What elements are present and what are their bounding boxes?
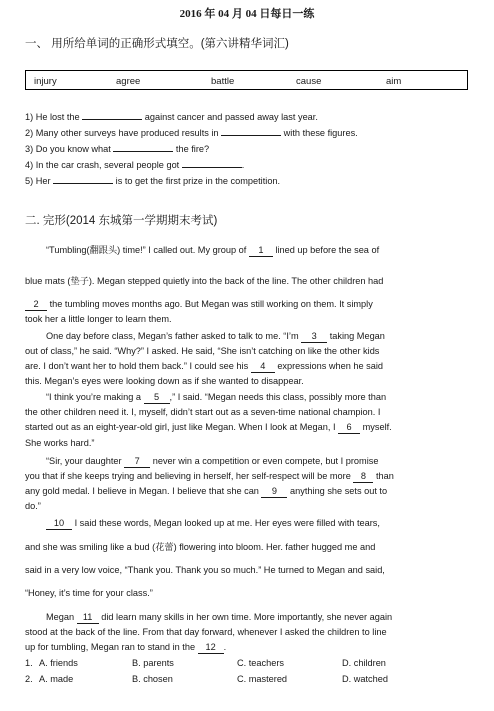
blank-number[interactable]: 11: [77, 612, 99, 624]
blank-number[interactable]: 1: [249, 245, 273, 257]
passage-line: [46, 392, 386, 404]
passage-line: said in a very low voice, “Thank you. Thank you so much.” He turned to Megan and said,: [25, 565, 385, 575]
passage-text: taking Megan: [329, 331, 385, 341]
option-number: 2.: [25, 674, 33, 684]
question-5: [25, 175, 280, 187]
passage-text: started out as an eight-year-old girl, just like Megan. When I look at Megan, I: [25, 422, 336, 432]
question-text: 2) Many other surveys have produced results in: [25, 128, 219, 138]
passage-text: are. I don’t want her to hold them back.” I could see his: [25, 361, 249, 371]
blank-number[interactable]: 2: [25, 299, 47, 311]
question-4: [25, 159, 244, 171]
passage-text: any gold medal. I believe in Megan. I believe that she can: [25, 486, 259, 496]
passage-text: anything she sets out to: [290, 486, 388, 496]
passage-line: [46, 518, 380, 530]
word-bank-item: aim: [386, 76, 402, 87]
passage-text: myself.: [362, 422, 392, 432]
passage-text: I said these words, Megan looked up at me. Her eyes were filled with tears,: [74, 518, 380, 528]
question-text: 1) He lost the: [25, 112, 80, 122]
passage-text: than: [375, 471, 394, 481]
blank-number[interactable]: 3: [301, 331, 327, 343]
passage-line: do.”: [25, 501, 41, 511]
passage-text: lined up before the sea of: [275, 245, 380, 255]
passage-line: [25, 471, 394, 483]
passage-line: [46, 245, 379, 257]
option-d[interactable]: D. children: [342, 658, 386, 668]
passage-line: blue mats (垫子). Megan stepped quietly into the back of the line. The other children had: [25, 276, 384, 286]
option-c[interactable]: C. mastered: [237, 674, 288, 684]
passage-text: “I think you’re making a: [46, 392, 141, 402]
question-text: .: [241, 160, 245, 170]
question-text: against cancer and passed away last year.: [144, 112, 318, 122]
blank-number[interactable]: 9: [261, 486, 287, 498]
blank-number[interactable]: 5: [144, 392, 170, 404]
blank-number[interactable]: 8: [353, 471, 373, 483]
passage-text: “Sir, your daughter: [46, 456, 122, 466]
question-1: [25, 111, 318, 123]
option-b[interactable]: B. chosen: [132, 674, 173, 684]
word-bank-item: agree: [116, 76, 141, 87]
section1-heading: 一、 用所给单词的正确形式填空。(第六讲精华词汇): [25, 38, 289, 50]
answer-blank[interactable]: [113, 143, 173, 152]
passage-line: [25, 422, 392, 434]
passage-text: ,” I said. “Megan needs this class, possibly more than: [169, 392, 387, 402]
word-bank-item: cause: [296, 76, 322, 87]
word-bank-item: injury: [34, 76, 57, 87]
passage-text: “Tumbling(翻跟头) time!” I called out. My group of: [46, 245, 247, 255]
passage-line: stood at the back of the line. From that day forward, whenever I asked the children to line: [25, 627, 387, 637]
answer-blank[interactable]: [221, 127, 281, 136]
passage-line: took her a little longer to learn them.: [25, 314, 172, 324]
passage-text: Megan: [46, 612, 75, 622]
passage-text: did learn many skills in her own time. More importantly, she never again: [101, 612, 393, 622]
passage-line: [25, 642, 226, 654]
option-c[interactable]: C. teachers: [237, 658, 284, 668]
option-a[interactable]: A. friends: [39, 658, 78, 668]
question-text: with these figures.: [283, 128, 358, 138]
passage-text: you that if she keeps trying and believing in herself, her self-respect will be more: [25, 471, 351, 481]
option-d[interactable]: D. watched: [342, 674, 388, 684]
passage-text: the tumbling moves months ago. But Megan was still working on them. It simply: [49, 299, 373, 309]
question-text: 4) In the car crash, several people got: [25, 160, 180, 170]
passage-line: the other children need it. I, myself, didn’t start out as a seven-time national champion. I: [25, 407, 381, 417]
passage-line: [25, 486, 387, 498]
blank-number[interactable]: 7: [124, 456, 150, 468]
question-text: the fire?: [175, 144, 210, 154]
blank-number[interactable]: 4: [251, 361, 275, 373]
blank-number[interactable]: 10: [46, 518, 72, 530]
page-title: 2016 年 04 月 04 日每日一练: [179, 8, 315, 20]
passage-text: expressions when he said: [277, 361, 384, 371]
answer-blank[interactable]: [53, 175, 113, 184]
section2-heading: 二. 完形(2014 东城第一学期期末考试): [25, 215, 218, 227]
passage-text: never win a competition or even compete, but I promise: [152, 456, 379, 466]
option-b[interactable]: B. parents: [132, 658, 174, 668]
question-text: 3) Do you know what: [25, 144, 111, 154]
passage-line: She works hard.”: [25, 438, 95, 448]
word-bank: [25, 70, 468, 90]
option-a[interactable]: A. made: [39, 674, 74, 684]
word-bank-item: battle: [211, 76, 235, 87]
passage-line: [46, 331, 385, 343]
passage-line: [46, 456, 378, 468]
question-3: [25, 143, 209, 155]
passage-line: [25, 299, 373, 311]
passage-line: and she was smiling like a bud (花蕾) flowering into bloom. Her. father hugged me and: [25, 542, 376, 552]
answer-blank[interactable]: [182, 159, 242, 168]
passage-line: out of class,” he said. “Why?” I asked. He said, “She isn’t catching on like the other kids: [25, 346, 380, 356]
passage-text: .: [223, 642, 227, 652]
question-text: 5) Her: [25, 176, 51, 186]
blank-number[interactable]: 12: [198, 642, 224, 654]
option-number: 1.: [25, 658, 33, 668]
passage-line: this. Megan’s eyes were looking down as if she wanted to disappear.: [25, 376, 304, 386]
passage-line: [25, 361, 383, 373]
question-2: [25, 127, 358, 139]
passage-text: One day before class, Megan’s father asked to talk to me. “I’m: [46, 331, 299, 341]
question-text: is to get the first prize in the competition.: [115, 176, 281, 186]
passage-line: [46, 612, 392, 624]
blank-number[interactable]: 6: [338, 422, 360, 434]
answer-blank[interactable]: [82, 111, 142, 120]
passage-line: “Honey, it’s time for your class.”: [25, 588, 153, 598]
passage-text: up for tumbling, Megan ran to stand in the: [25, 642, 196, 652]
